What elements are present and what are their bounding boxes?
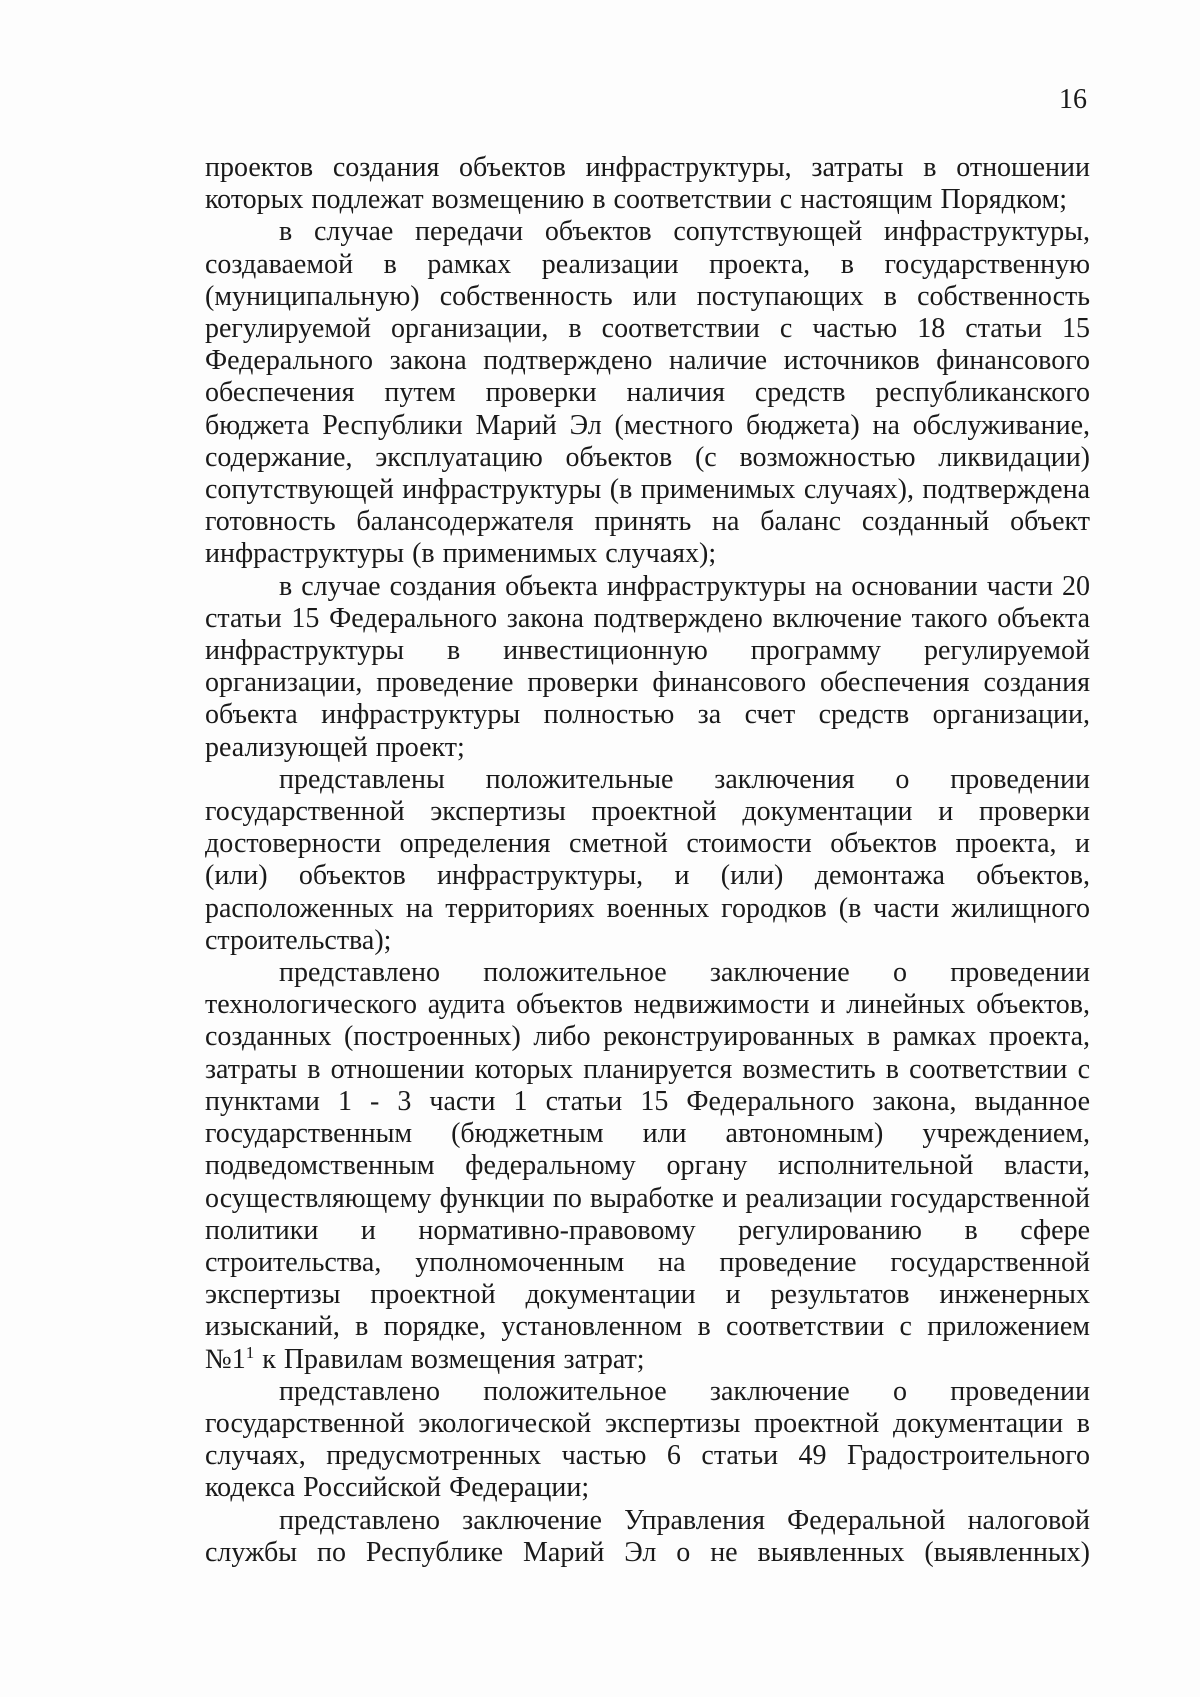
paragraph-2: в случае передачи объектов сопутствующей инфраструктуры, создаваемой в рамках реализации проекта, в государственную (муниципальную) собственность или поступающих в собственность регулируемой организации, в соответствии с частью 18 статьи 15 Федерального закона подтверждено наличие источников финансового обеспечения путем проверки наличия средств республиканского бюджета Республики Марий Эл (местного бюджета) на обслуживание, содержание, эксплуатацию объектов (с возможностью ликвидации) сопутствующей инфраструктуры (в применимых случаях), подтверждена готовность балансодержателя принять на баланс созданный объект инфраструктуры (в применимых случаях); xyxy=(205,216,1090,570)
footnote-marker: 1 xyxy=(245,1342,255,1362)
page-number: 16 xyxy=(1059,84,1087,115)
paragraph-1: проектов создания объектов инфраструктуры, затраты в отношении которых подлежат возмещению в соответствии с настоящим Порядком; xyxy=(205,152,1090,216)
paragraph-6: представлено положительное заключение о проведении государственной экологической экспертизы проектной документации в случаях, предусмотренных частью 6 статьи 49 Градостроительного кодекса Российской Федерации; xyxy=(205,1375,1090,1504)
paragraph-5 xyxy=(205,957,1090,1376)
paragraph-5-text-tail: к Правилам возмещения затрат; xyxy=(254,1343,645,1375)
document-body xyxy=(205,152,1090,1569)
paragraph-5-text-main: представлено положительное заключение о проведении технологического аудита объектов недвижимости и линейных объектов, созданных (построенных) либо реконструированных в рамках проекта, затраты в отношении которых планируется возместить в соответствии с пунктами 1 - 3 части 1 статьи 15 Федерального закона, выданное государственным (бюджетным или автономным) учреждением, подведомственным федеральному органу исполнительной власти, осуществляющему функции по выработке и реализации государственной политики и нормативно-правовому регулированию в сфере строительства, уполномоченным на проведение государственной экспертизы проектной документации и результатов инженерных изысканий, в порядке, установленном в соответствии с приложением №1 xyxy=(205,957,1090,1375)
paragraph-3: в случае создания объекта инфраструктуры на основании части 20 статьи 15 Федерального закона подтверждено включение такого объекта инфраструктуры в инвестиционную программу регулируемой организации, проведение проверки финансового обеспечения создания объекта инфраструктуры полностью за счет средств организации, реализующей проект; xyxy=(205,570,1090,763)
paragraph-4: представлены положительные заключения о проведении государственной экспертизы проектной документации и проверки достоверности определения сметной стоимости объектов проекта, и (или) объектов инфраструктуры, и (или) демонтажа объектов, расположенных на территориях военных городков (в части жилищного строительства); xyxy=(205,763,1090,956)
paragraph-7: представлено заключение Управления Федеральной налоговой службы по Республике Марий Эл о не выявленных (выявленных) xyxy=(205,1504,1090,1568)
